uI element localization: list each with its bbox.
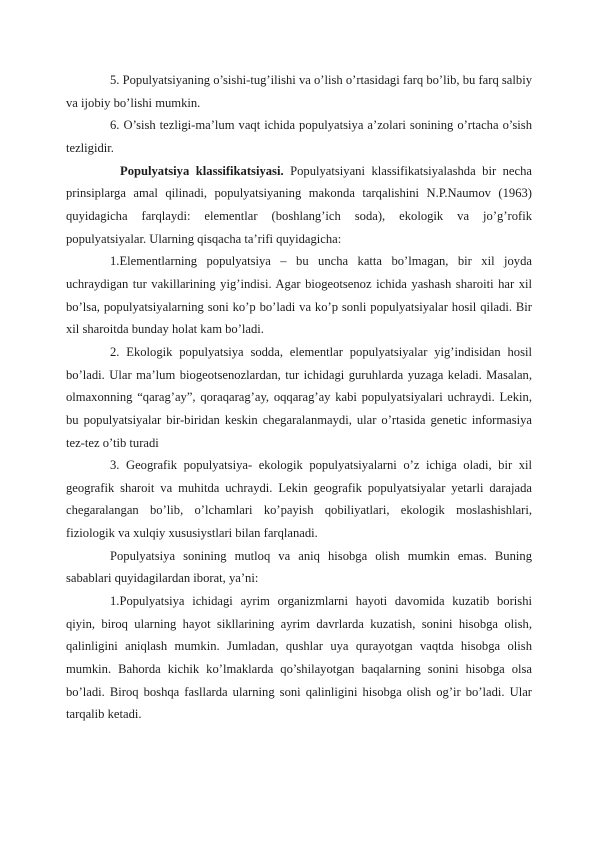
paragraph-classification — [66, 160, 532, 251]
paragraph-classification-text: Populyatsiyani klassifikatsiyalashda bir necha prinsiplarga amal qilinadi, populyatsiyaning makonda tarqalishini N.P.Naumov (1963) quyidagicha farqlaydi: elementlar (boshlang’ich soda), ekologik va jo’g’rofik populyatsiyalar. Ularning qisqacha ta’rifi quyidagicha: — [66, 163, 532, 246]
paragraph-growth-rate: 6. O’sish tezligi-ma’lum vaqt ichida populyatsiya a’zolari sonining o’rtacha o’sish tezligidir. — [66, 118, 532, 155]
section-heading-classification: Populyatsiya klassifikatsiyasi. — [120, 163, 284, 178]
paragraph-geographic-population: 3. Geografik populyatsiya- ekologik populyatsiyalarni o’z ichiga oladi, bir xil geografik sharoit va muhitda uchraydi. Lekin geografik populyatsiyalar yetarli darajada chegaralangan bo’lib, o’lchamlari ko’payish qobiliyatlari, ekologik moslashishlari, fiziologik va xulqiy xususiystlari bilan farqlanadi. — [66, 458, 532, 541]
paragraph-growth-difference: 5. Populyatsiyaning o’sishi-tug’ilishi va o’lish o’rtasidagi farq bo’lib, bu farq salbiy va ijobiy bo’lishi mumkin. — [66, 73, 532, 110]
paragraph-ecological-population: 2. Ekologik populyatsiya sodda, elementlar populyatsiyalar yig’indisidan hosil bo’ladi. Ular ma’lum biogeotsenozlardan, tur ichidagi guruhlarda yuzaga keladi. Masalan, olmaxonning “qarag’ay”, qoraqarag’ay, oqqarag’ay kabi populyatsiyalari uchraydi. Lekin, bu populyatsiyalar bir-biridan keskin chegaralanmaydi, ular o’rtasida genetic informasiya tez-tez o’tib turadi — [66, 344, 532, 450]
paragraph-population-count: Populyatsiya sonining mutloq va aniq hisobga olish mumkin emas. Buning sabablari quyidagilardan iborat, ya’ni: — [66, 548, 532, 586]
paragraph-elementary-population: 1.Elementlarning populyatsiya – bu uncha katta bo’lmagan, bir xil joyda uchraydigan tur vakillarining yig’indisi. Agar biogeotsenoz ichida yashash sharoiti har xil bo’lsa, populyatsiyalarning soni ko’p bo’ladi va ko’p sonli populyatsiyalar hosil qiladi. Bir xil sharoitda bunday holat kam bo’ladi. — [66, 254, 532, 337]
paragraph-observation-difficulty: 1.Populyatsiya ichidagi ayrim organizmlarni hayoti davomida kuzatib borishi qiyin, biroq ularning hayot sikllarining ayrim davrlarda kuzatish, sonini hisobga olish, qalinligini aniqlash mumkin. Jumladan, qushlar uya qurayotgan vaqtda hisobga olish mumkin. Bahorda kichik ko’lmaklarda qo’shilayotgan baqalarning sonini hisobga olsa bo’ladi. Biroq boshqa fasllarda ularning soni qalinligini hisobga olish og’ir bo’ladi. Ular tarqalib ketadi. — [66, 594, 532, 722]
document-body — [66, 69, 532, 726]
